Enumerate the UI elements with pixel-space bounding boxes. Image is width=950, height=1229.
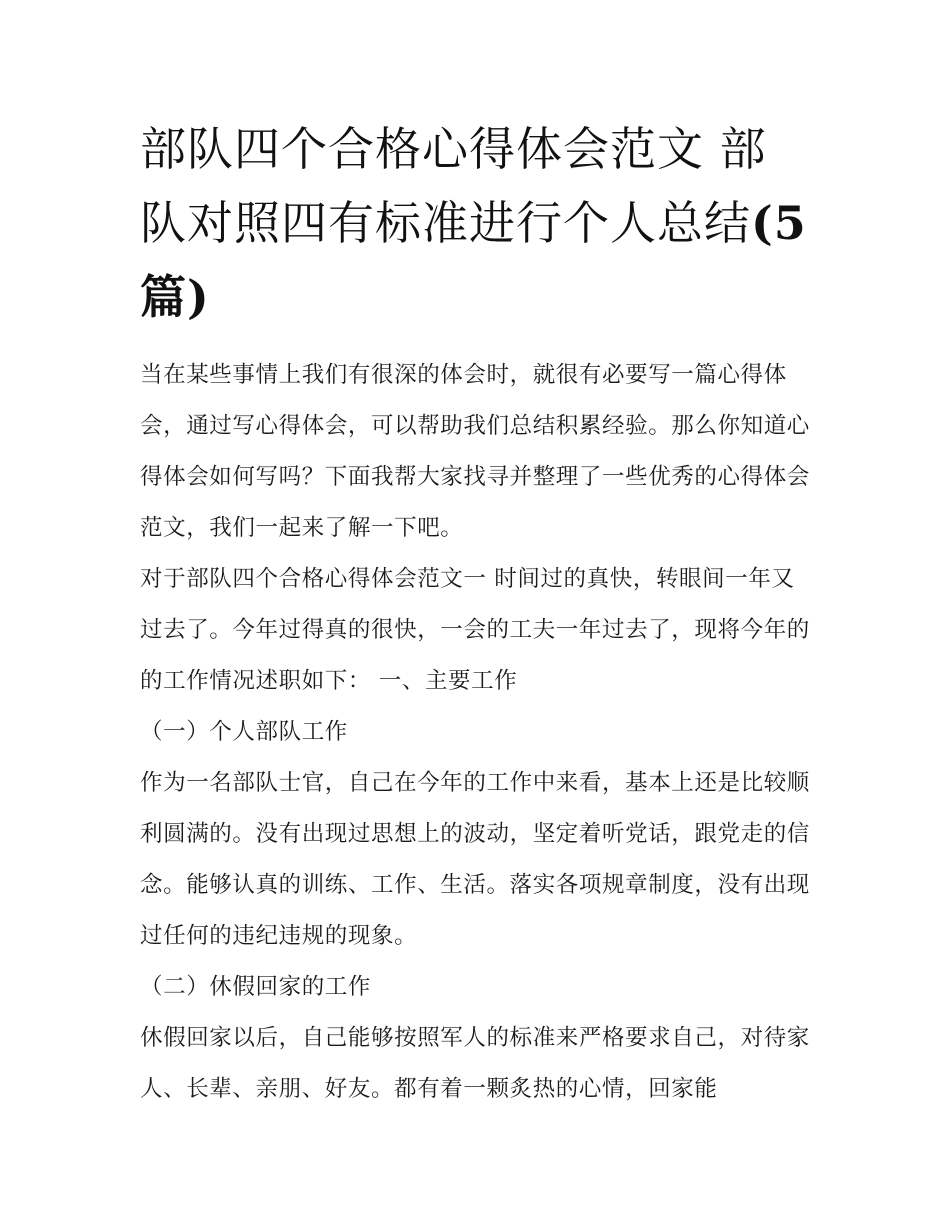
title-main: 部队四个合格心得体会范文 部队对照四有标准进行个人总结 (140, 122, 767, 250)
title-count: (5 篇) (140, 196, 807, 324)
document-body (140, 350, 812, 1115)
personal-work-paragraph: 作为一名部队士官，自己在今年的工作中来看，基本上还是比较顺利圆满的。没有出现过思想上的波动，坚定着听党话，跟党走的信念。能够认真的训练、工作、生活。落实各项规章制度，没有出现过任何的违纪违规的现象。 (140, 770, 810, 949)
section-heading-personal-work: （一）个人部队工作 (140, 719, 348, 745)
section-heading-home-leave: （二）休假回家的工作 (140, 974, 372, 1000)
home-leave-paragraph: 休假回家以后，自己能够按照军人的标准来严格要求自己，对待家人、长辈、亲朋、好友。都有着一颗炙热的心情，回家能 (140, 1025, 810, 1102)
intro-paragraph: 当在某些事情上我们有很深的体会时，就很有必要写一篇心得体会，通过写心得体会，可以帮助我们总结积累经验。那么你知道心得体会如何写吗？下面我帮大家找寻并整理了一些优秀的心得体会范文，我们一起来了解一下吧。 (140, 362, 810, 541)
essay-one-opening-paragraph: 对于部队四个合格心得体会范文一 时间过的真快，转眼间一年又过去了。今年过得真的很快，一会的工夫一年过去了，现将今年的的工作情况述职如下： 一、主要工作 (140, 566, 810, 694)
document-page (140, 112, 812, 1115)
document-title (140, 112, 812, 334)
